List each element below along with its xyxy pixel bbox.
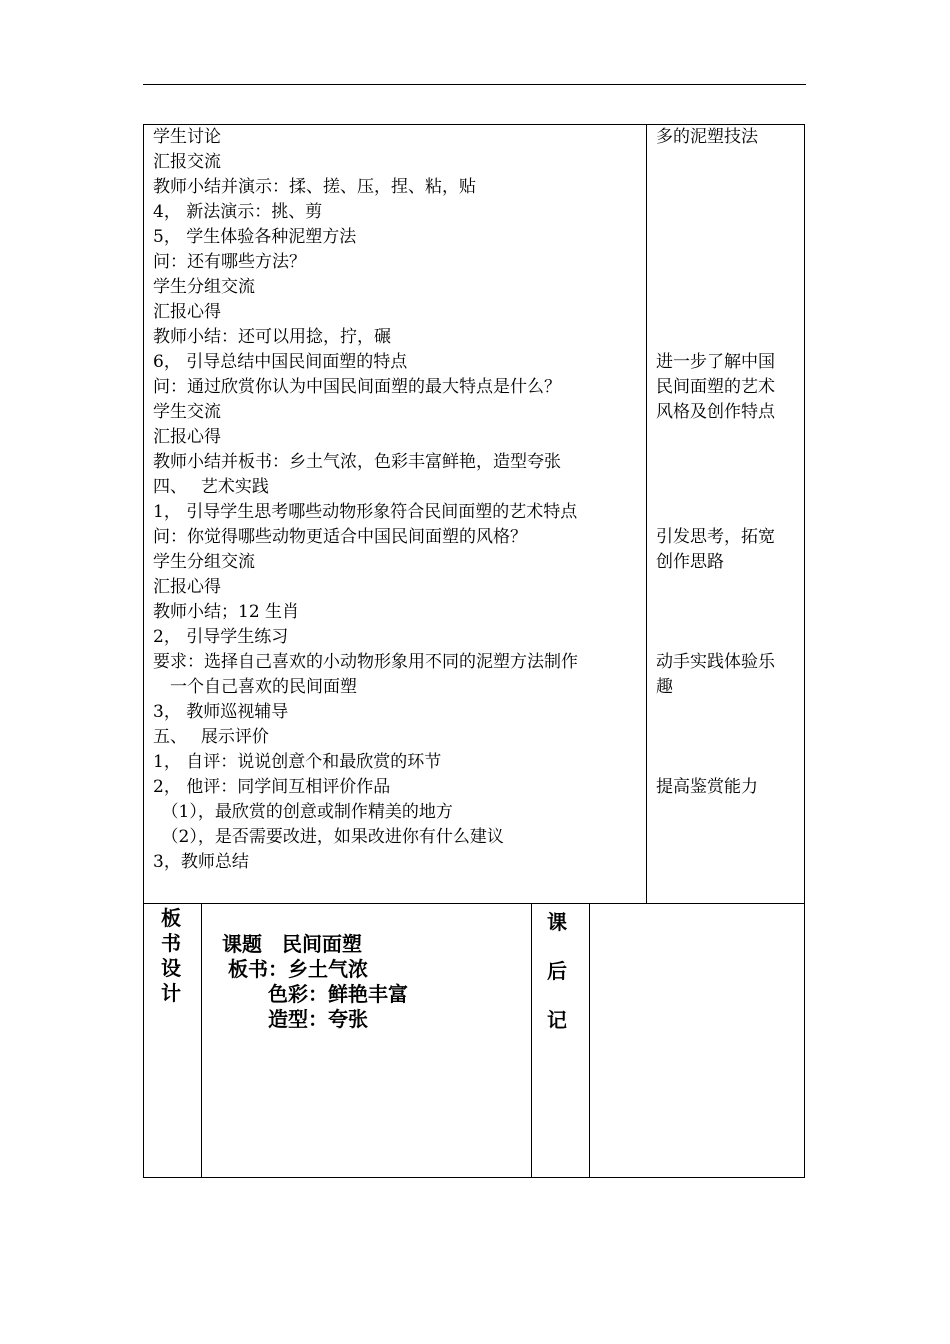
intent-note: 引发思考，拓宽 bbox=[656, 527, 775, 547]
board-label-char: 书 bbox=[161, 931, 181, 955]
process-line: 6， 引导总结中国民间面塑的特点 bbox=[153, 352, 408, 372]
process-line: 3，教师总结 bbox=[153, 852, 249, 872]
process-line: 五、 展示评价 bbox=[153, 727, 269, 747]
column-divider bbox=[646, 125, 647, 903]
column-divider bbox=[589, 904, 590, 1177]
board-line: 色彩：鲜艳丰富 bbox=[268, 982, 408, 1006]
process-line: 一个自己喜欢的民间面塑 bbox=[153, 677, 357, 697]
process-line: 教师小结并板书：乡土气浓，色彩丰富鲜艳，造型夸张 bbox=[153, 452, 561, 472]
board-label-char: 计 bbox=[161, 981, 181, 1005]
process-line: （1），最欣赏的创意或制作精美的地方 bbox=[153, 802, 453, 822]
process-line: 2， 他评：同学间互相评价作品 bbox=[153, 777, 391, 797]
column-divider bbox=[531, 904, 532, 1177]
process-line: 要求：选择自己喜欢的小动物形象用不同的泥塑方法制作 bbox=[153, 652, 578, 672]
board-label-char: 板 bbox=[161, 906, 181, 930]
process-line: 1， 自评：说说创意个和最欣赏的环节 bbox=[153, 752, 442, 772]
intent-note: 多的泥塑技法 bbox=[656, 127, 758, 147]
after-class-char: 记 bbox=[547, 1008, 567, 1032]
process-line: （2），是否需要改进，如果改进你有什么建议 bbox=[153, 827, 504, 847]
after-class-char: 后 bbox=[547, 959, 567, 983]
after-class-char: 课 bbox=[547, 910, 567, 934]
process-line: 汇报交流 bbox=[153, 152, 221, 172]
process-line: 学生分组交流 bbox=[153, 277, 255, 297]
process-line: 四、 艺术实践 bbox=[153, 477, 269, 497]
process-line: 4， 新法演示：挑、剪 bbox=[153, 202, 323, 222]
process-line: 问：你觉得哪些动物更适合中国民间面塑的风格？ bbox=[153, 527, 527, 547]
process-line: 教师小结：还可以用捻，拧，碾 bbox=[153, 327, 391, 347]
board-title: 课题 民间面塑 bbox=[222, 932, 362, 956]
intent-note: 风格及创作特点 bbox=[656, 402, 775, 422]
intent-note: 民间面塑的艺术 bbox=[656, 377, 775, 397]
intent-note: 提高鉴赏能力 bbox=[656, 777, 758, 797]
column-divider bbox=[201, 904, 202, 1177]
header-rule bbox=[143, 84, 806, 85]
process-line: 5， 学生体验各种泥塑方法 bbox=[153, 227, 357, 247]
process-line: 教师小结；12 生肖 bbox=[153, 602, 300, 622]
intent-note: 动手实践体验乐 bbox=[656, 652, 775, 672]
board-design-table bbox=[143, 904, 805, 1178]
process-line: 汇报心得 bbox=[153, 577, 221, 597]
process-line: 汇报心得 bbox=[153, 302, 221, 322]
intent-note: 创作思路 bbox=[656, 552, 724, 572]
process-line: 学生分组交流 bbox=[153, 552, 255, 572]
process-line: 教师小结并演示：揉、搓、压，捏、粘，贴 bbox=[153, 177, 476, 197]
board-line: 板书：乡土气浓 bbox=[228, 957, 368, 981]
lesson-process-table bbox=[143, 124, 805, 904]
intent-note: 趣 bbox=[656, 677, 673, 697]
process-line: 2， 引导学生练习 bbox=[153, 627, 289, 647]
process-line: 学生交流 bbox=[153, 402, 221, 422]
intent-note: 进一步了解中国 bbox=[656, 352, 775, 372]
process-line: 学生讨论 bbox=[153, 127, 221, 147]
process-line: 问：通过欣赏你认为中国民间面塑的最大特点是什么？ bbox=[153, 377, 561, 397]
process-line: 汇报心得 bbox=[153, 427, 221, 447]
process-line: 3， 教师巡视辅导 bbox=[153, 702, 289, 722]
process-line: 问：还有哪些方法？ bbox=[153, 252, 306, 272]
board-label-char: 设 bbox=[161, 956, 181, 980]
board-line: 造型：夸张 bbox=[268, 1007, 368, 1031]
process-line: 1， 引导学生思考哪些动物形象符合民间面塑的艺术特点 bbox=[153, 502, 578, 522]
